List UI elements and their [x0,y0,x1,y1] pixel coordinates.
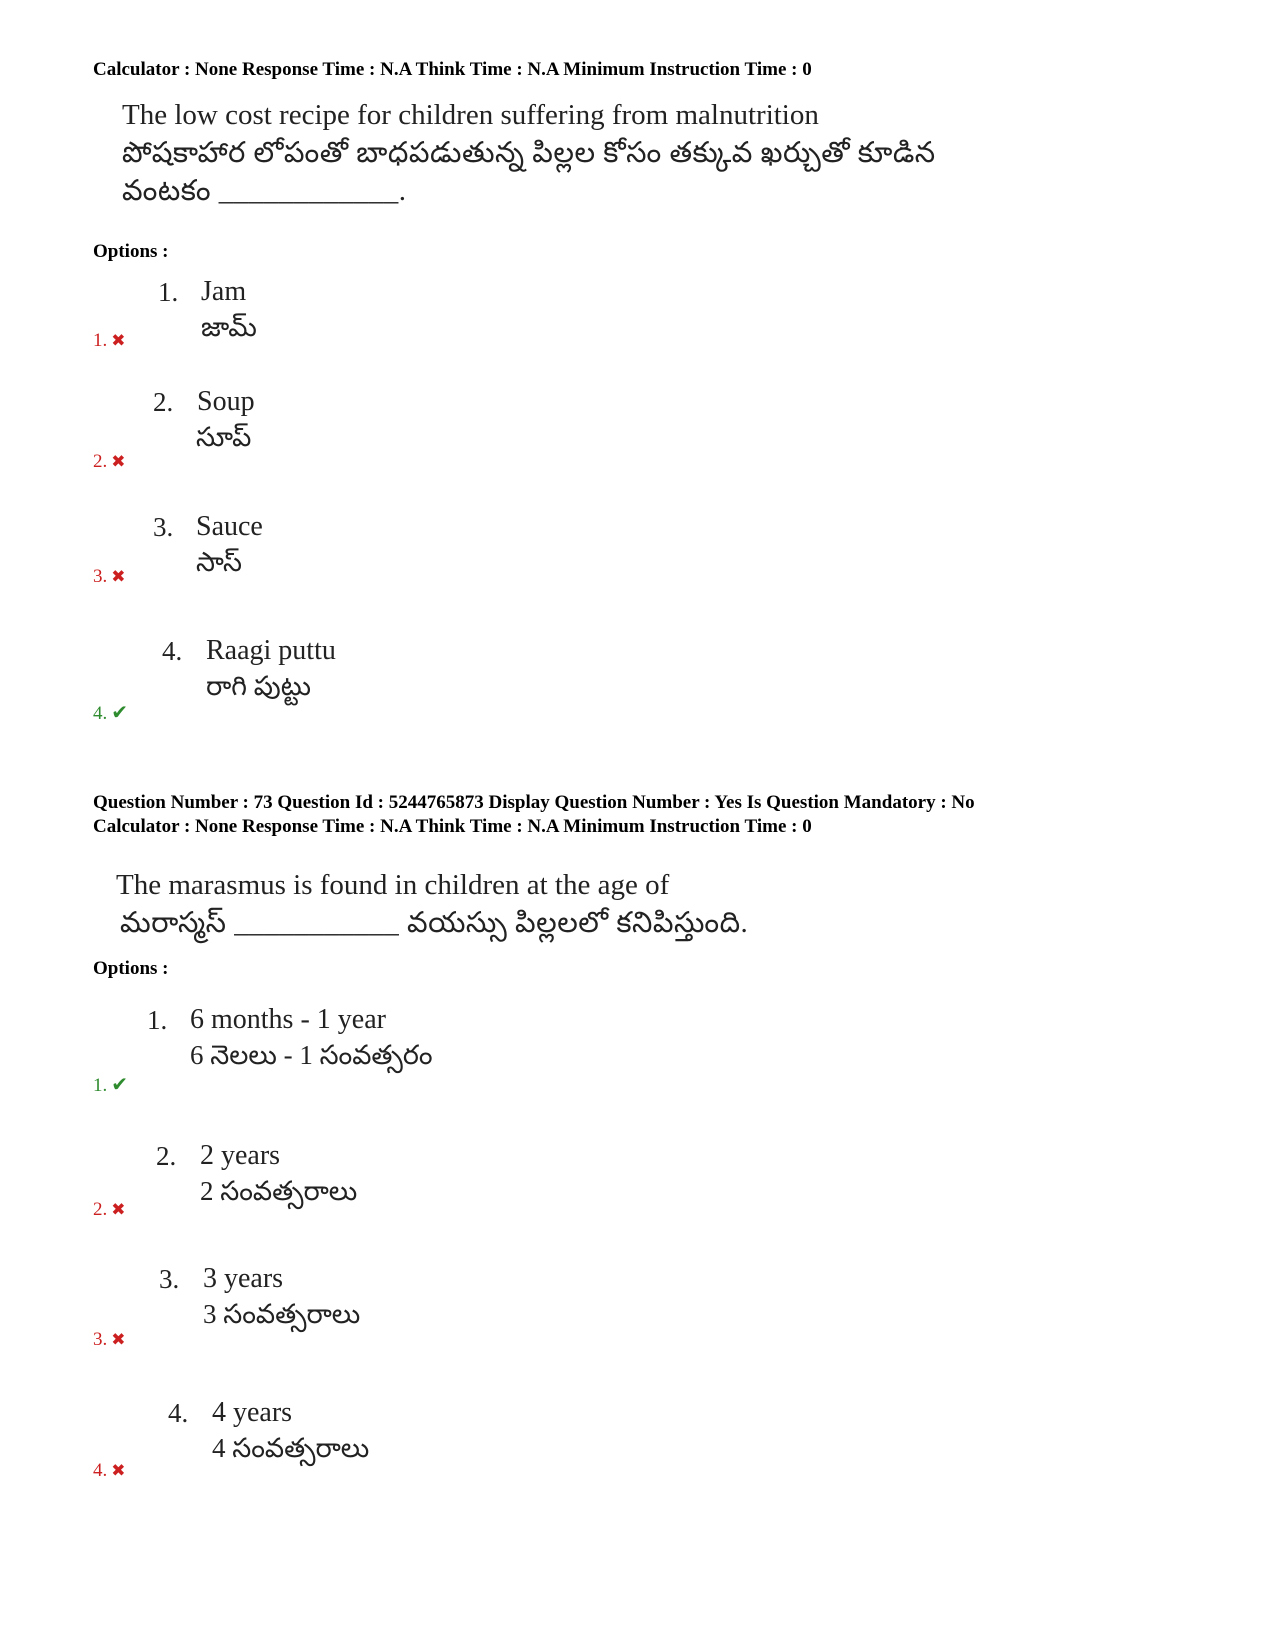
wrong-icon: ✖ [111,1461,126,1480]
q73-options-label: Options : [93,958,169,979]
wrong-icon: ✖ [111,331,126,350]
option-te: 6 నెలలు - 1 సంవత్సరం [190,1040,433,1070]
q72-options-label: Options : [93,241,169,262]
option-en: 3 years [203,1263,284,1294]
option-te: 2 సంవత్సరాలు [200,1176,358,1206]
q72-option-3-mark: 3. ✖ [93,566,126,587]
option-te: సూప్ [196,422,252,452]
q72-question-te-1: పోషకాహార లోపంతో బాధపడుతున్న పిల్లల కోసం తక్కువ ఖర్చుతో కూడిన [122,137,936,169]
q73-option-3-mark: 3. ✖ [93,1329,126,1350]
option-number: 2. [156,1141,177,1171]
option-number: 3. [159,1264,180,1294]
wrong-icon: ✖ [111,1200,126,1219]
option-number: 4. [162,636,183,666]
option-en: Sauce [196,511,263,542]
q73-question-en: The marasmus is found in children at the age of [116,869,670,901]
option-en: 2 years [200,1140,281,1171]
q72-option-2-mark: 2. ✖ [93,451,126,472]
q73-option-4-mark: 4. ✖ [93,1460,126,1481]
check-icon: ✔ [111,1074,129,1096]
q72-option-4-mark: 4. ✔ [93,702,129,724]
q73-meta-line-2: Calculator : None Response Time : N.A Think Time : N.A Minimum Instruction Time : 0 [93,816,812,837]
option-number: 1. [158,277,179,307]
option-te: సాస్ [196,547,242,577]
q72-question-en: The low cost recipe for children suffering from malnutrition [122,99,819,131]
q72-meta-line: Calculator : None Response Time : N.A Think Time : N.A Minimum Instruction Time : 0 [93,59,812,80]
option-te: 3 సంవత్సరాలు [203,1299,361,1329]
option-te: రాగి పుట్టు [206,671,311,701]
q73-question-te: మరాస్మస్ ___________ వయస్సు పిల్లలలో కనిపిస్తుంది. [120,907,749,939]
option-en: 6 months - 1 year [190,1004,386,1035]
q73-option-1-mark: 1. ✔ [93,1074,129,1096]
option-en: Raagi puttu [206,635,336,666]
option-number: 3. [153,512,174,542]
q72-question-text [122,96,936,210]
check-icon: ✔ [111,702,129,724]
q72-option-1-mark: 1. ✖ [93,330,126,351]
option-number: 1. [147,1005,168,1035]
option-number: 2. [153,387,174,417]
option-en: Soup [197,386,255,417]
option-te: జామ్ [201,312,257,342]
option-te: 4 సంవత్సరాలు [212,1433,370,1463]
q72-question-te-2: వంటకం ____________. [122,175,407,207]
wrong-icon: ✖ [111,1330,126,1349]
wrong-icon: ✖ [111,452,126,471]
q73-option-2-mark: 2. ✖ [93,1199,126,1220]
q73-question-text [116,866,748,942]
wrong-icon: ✖ [111,567,126,586]
option-en: Jam [201,276,247,307]
option-en: 4 years [212,1397,293,1428]
q73-meta-line-1: Question Number : 73 Question Id : 5244765873 Display Question Number : Yes Is Question Mandatory : No [93,792,975,813]
option-number: 4. [168,1398,189,1428]
